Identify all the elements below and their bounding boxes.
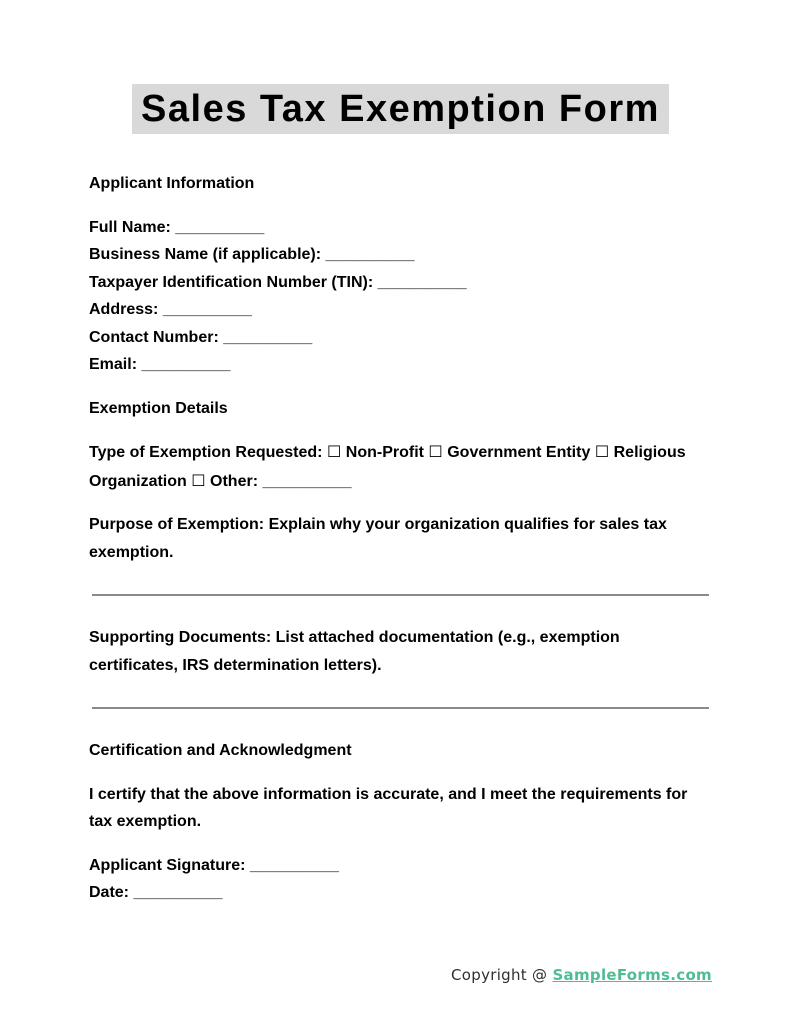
exemption-option-label-other: Other: xyxy=(210,472,259,490)
blank-line-contact-number: __________ xyxy=(223,328,313,346)
checkbox-icon-religious-organization: ☐ xyxy=(594,442,610,461)
field-label-contact-number: Contact Number: xyxy=(89,328,219,346)
applicant-fields-block xyxy=(89,214,712,379)
divider-line-supporting xyxy=(92,707,709,709)
field-label-full-name: Full Name: xyxy=(89,218,171,236)
checkbox-icon-non-profit: ☐ xyxy=(326,442,342,461)
blank-line-address: __________ xyxy=(162,301,252,318)
exemption-option-non-profit xyxy=(327,444,428,461)
exemption-option-other xyxy=(191,470,352,490)
purpose-of-exemption-text: Purpose of Exemption: Explain why your organization qualifies for sales tax exemption. xyxy=(89,516,667,561)
blank-line-business-name: __________ xyxy=(325,246,415,263)
blank-line-date: __________ xyxy=(133,884,223,901)
field-label-date: Date: xyxy=(89,884,130,901)
field-contact-number xyxy=(89,324,712,352)
sampleforms-link[interactable]: SampleForms.com xyxy=(552,966,712,984)
divider-line-purpose xyxy=(92,594,709,596)
field-label-business-name: Business Name (if applicable): xyxy=(89,246,322,263)
checkbox-icon-other: ☐ xyxy=(191,470,206,490)
blank-line-full-name: __________ xyxy=(175,218,265,236)
copyright-text: Copyright @ xyxy=(451,966,548,984)
document-title: Sales Tax Exemption Form xyxy=(132,84,669,134)
field-applicant-signature xyxy=(89,852,712,880)
field-email xyxy=(89,351,712,379)
field-label-applicant-signature: Applicant Signature: xyxy=(89,856,246,874)
field-address xyxy=(89,296,712,324)
field-date xyxy=(89,879,712,907)
signature-block xyxy=(89,852,712,907)
checkbox-icon-government-entity: ☐ xyxy=(428,442,443,461)
section-heading-exemption-details: Exemption Details xyxy=(89,399,228,417)
footer xyxy=(451,963,712,987)
field-label-address: Address: xyxy=(89,301,159,318)
field-full-name xyxy=(89,214,712,242)
exemption-option-label-religious-organization: Religious Organization xyxy=(89,444,686,490)
blank-line-other: __________ xyxy=(262,472,352,490)
section-heading-applicant-information: Applicant Information xyxy=(89,175,255,192)
exemption-option-government-entity xyxy=(428,444,594,461)
field-tin xyxy=(89,269,712,297)
field-label-email: Email: xyxy=(89,356,138,373)
exemption-type-label: Type of Exemption Requested: xyxy=(89,444,323,461)
blank-line-tin: __________ xyxy=(377,273,467,291)
blank-line-email: __________ xyxy=(141,356,231,373)
field-label-tin: Taxpayer Identification Number (TIN): xyxy=(89,273,374,291)
blank-line-applicant-signature: __________ xyxy=(249,856,339,874)
section-heading-certification: Certification and Acknowledgment xyxy=(89,742,352,759)
title-row xyxy=(89,84,712,134)
certification-statement: I certify that the above information is accurate, and I meet the requirements for tax exemption. xyxy=(89,785,688,830)
exemption-type-line xyxy=(89,438,712,495)
field-business-name xyxy=(89,241,712,269)
exemption-option-label-government-entity: Government Entity xyxy=(447,444,591,461)
supporting-documents-text: Supporting Documents: List attached documentation (e.g., exemption certificates, IRS determination letters). xyxy=(89,629,620,674)
exemption-option-label-non-profit: Non-Profit xyxy=(345,444,424,461)
